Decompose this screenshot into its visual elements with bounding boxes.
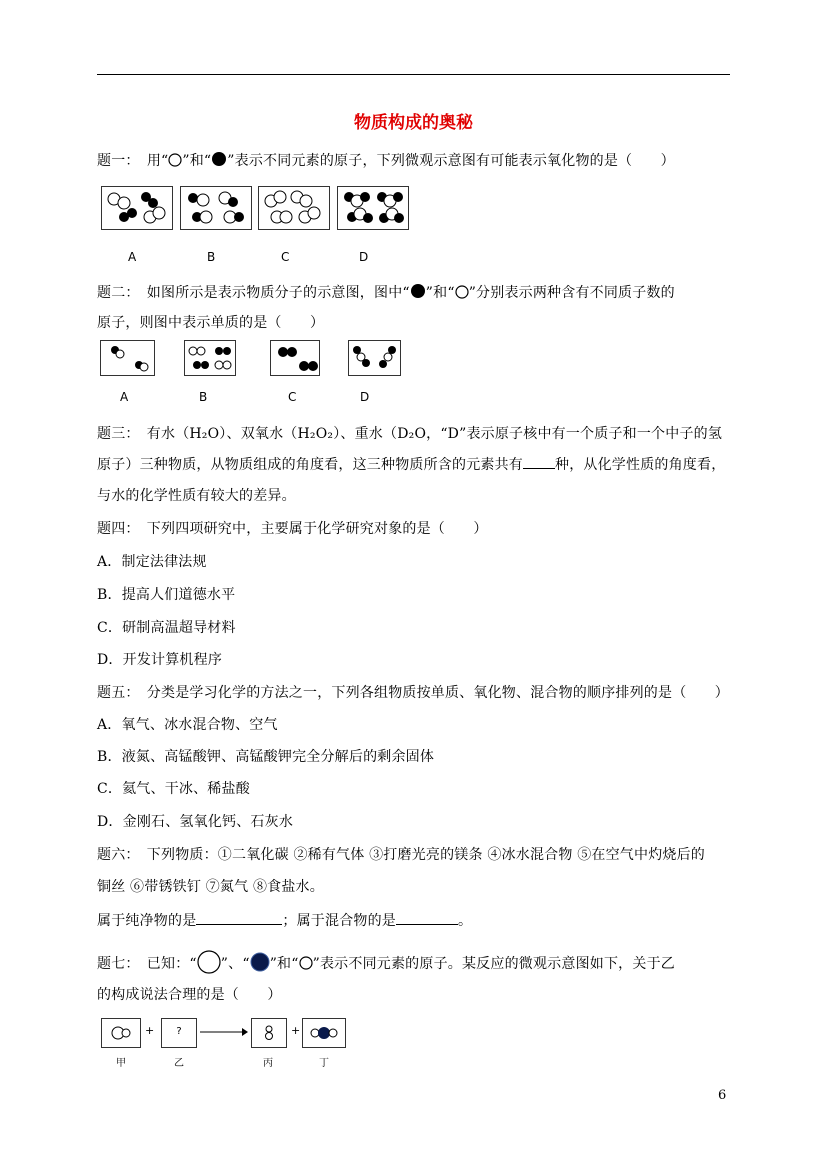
- question-6-line3: 属于纯净物的是 ；属于混合物的是 。: [97, 913, 473, 929]
- label-jia: 甲: [116, 1058, 126, 1069]
- page-title: 物质构成的奥秘: [354, 113, 473, 133]
- label-bing: 丙: [263, 1058, 273, 1069]
- q1-diagram-b: [180, 186, 252, 230]
- q1-label-a: A: [128, 250, 137, 264]
- q2-label-b: B: [199, 390, 208, 404]
- dark-blue-atom-icon: [250, 952, 270, 972]
- label-ding: 丁: [319, 1058, 329, 1069]
- question-1-stem: 题一： 用“ ”和“ ”表示不同元素的原子，下列微观示意图有可能表示氧化物的是（ ）: [97, 153, 675, 169]
- q2-label-d: D: [360, 390, 370, 404]
- molecule-diagram: [102, 187, 172, 229]
- page-number: 6: [718, 1088, 727, 1103]
- molecule-diagram: [101, 341, 154, 375]
- molecule-diagram: [338, 187, 408, 229]
- header-rule: [97, 74, 730, 75]
- question-6-line1: 题六： 下列物质：①二氧化碳 ②稀有气体 ③打磨光亮的镁条 ④冰水混合物 ⑤在空气中灼烧后的: [97, 847, 705, 863]
- q2-label-a: A: [120, 390, 129, 404]
- plus-sign: +: [291, 1024, 301, 1037]
- plus-sign: +: [145, 1024, 155, 1037]
- question-3-line2: 原子）三种物质，从物质组成的角度看，这三种物质所含的元素共有 种，从化学性质的角度看，: [97, 457, 726, 473]
- unknown-mark: ?: [176, 1026, 182, 1037]
- question-5-stem: 题五： 分类是学习化学的方法之一，下列各组物质按单质、氧化物、混合物的顺序排列的是（ ）: [97, 685, 729, 701]
- question-5-option-c: C．氦气、干冰、稀盐酸: [97, 781, 250, 797]
- black-atom-icon: [211, 151, 227, 167]
- black-atom-icon: [410, 283, 426, 299]
- answer-blank-mixture[interactable]: [396, 912, 458, 925]
- question-3-line1: 题三： 有水（H₂O）、双氧水（H₂O₂）、重水（D₂O，“D”表示原子核中有一个质子和一个中子的氢: [97, 426, 723, 442]
- molecule-diagram: [303, 1019, 345, 1047]
- q1-diagram-d: [337, 186, 409, 230]
- q1-diagram-a: [101, 186, 173, 230]
- question-2-stem-line2: 原子，则图中表示单质的是（ ）: [97, 315, 325, 331]
- answer-blank-pure[interactable]: [196, 912, 282, 925]
- question-6-line2: 铜丝 ⑥带锈铁钉 ⑦氮气 ⑧食盐水。: [97, 879, 324, 895]
- small-white-atom-icon: [299, 956, 313, 970]
- molecule-diagram: [185, 341, 235, 375]
- question-7-line2: 的构成说法合理的是（ ）: [97, 987, 282, 1003]
- question-4-option-d: D．开发计算机程序: [97, 652, 223, 668]
- q2-diagram-d: [348, 340, 401, 376]
- question-4-stem: 题四： 下列四项研究中，主要属于化学研究对象的是（ ）: [97, 521, 488, 537]
- question-3-line3: 与水的化学性质有较大的差异。: [97, 488, 296, 504]
- q1-label-b: B: [207, 250, 216, 264]
- q2-diagram-b: [184, 340, 236, 376]
- reactant-yi-box: [161, 1018, 197, 1048]
- question-4-option-b: B．提高人们道德水平: [97, 587, 236, 603]
- molecule-diagram: [349, 341, 400, 375]
- question-5-option-a: A．氧气、冰水混合物、空气: [97, 717, 278, 733]
- question-5-option-b: B．液氮、高锰酸钾、高锰酸钾完全分解后的剩余固体: [97, 749, 435, 765]
- reaction-arrow-icon: [200, 1026, 248, 1038]
- question-7-line1: 题七： 已知：“ ”、“ ”和“ ”表示不同元素的原子。某反应的微观示意图如下，关于乙: [97, 950, 675, 974]
- white-atom-icon: [168, 153, 182, 167]
- large-white-atom-icon: [197, 950, 221, 974]
- q1-label-c: C: [281, 250, 290, 264]
- label-yi: 乙: [174, 1058, 184, 1069]
- q1-label-d: D: [359, 250, 369, 264]
- molecule-diagram: [181, 187, 251, 229]
- q2-label-c: C: [288, 390, 297, 404]
- molecule-diagram: [259, 187, 329, 229]
- white-atom-icon: [455, 285, 469, 299]
- reactant-jia-box: [101, 1018, 141, 1048]
- q1-diagram-c: [258, 186, 330, 230]
- product-bing-box: [251, 1018, 287, 1048]
- q2-diagram-c: [270, 340, 320, 376]
- molecule-diagram: [271, 341, 319, 375]
- molecule-diagram: [252, 1019, 286, 1047]
- question-5-option-d: D．金刚石、氢氧化钙、石灰水: [97, 814, 294, 830]
- q2-diagram-a: [100, 340, 155, 376]
- product-ding-box: [302, 1018, 346, 1048]
- question-4-option-c: C．研制高温超导材料: [97, 620, 236, 636]
- question-4-option-a: A．制定法律法规: [97, 554, 207, 570]
- molecule-diagram: [102, 1019, 140, 1047]
- answer-blank[interactable]: [523, 456, 555, 469]
- question-2-stem-line1: 题二： 如图所示是表示物质分子的示意图，图中“ ”和“ ”分别表示两种含有不同质子数的: [97, 285, 675, 301]
